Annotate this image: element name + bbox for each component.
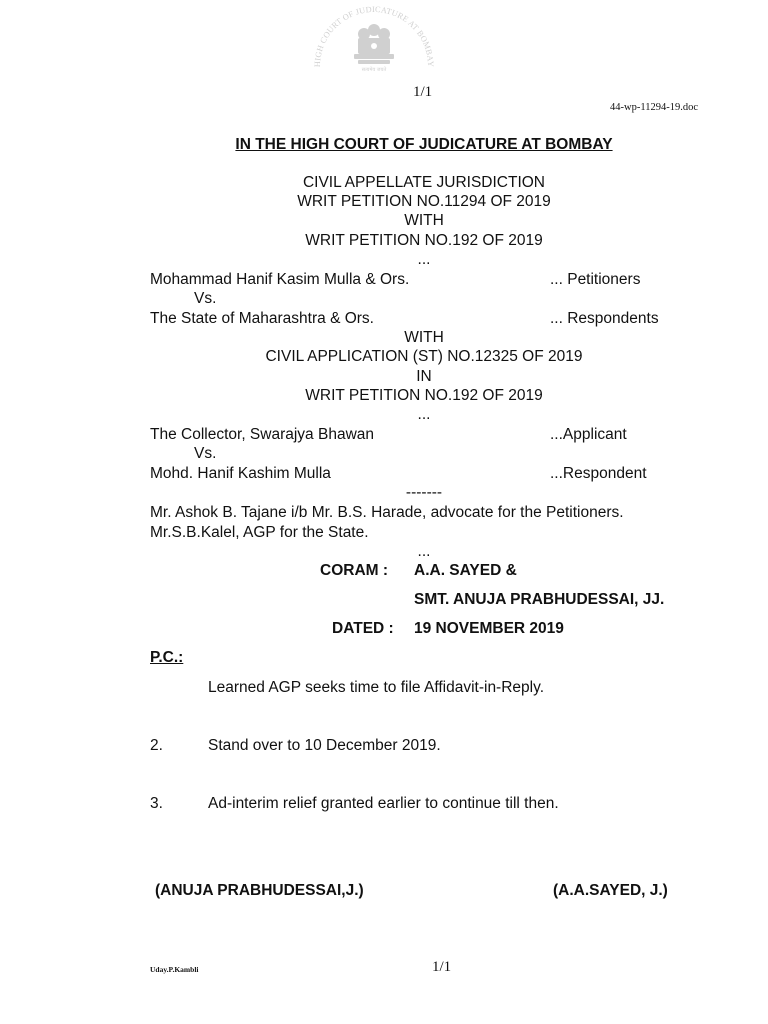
signature-right: (A.A.SAYED, J.)	[553, 882, 668, 899]
applicant-name: The Collector, Swarajya Bhawan	[150, 426, 375, 443]
respondent-role-2: ...Respondent	[550, 465, 647, 482]
respondent-role-1: ... Respondents	[550, 310, 659, 327]
counsel-petitioners: Mr. Ashok B. Tajane i/b Mr. B.S. Harade, advocate for the Petitioners.	[150, 504, 624, 521]
court-title: IN THE HIGH COURT OF JUDICATURE AT BOMBAY	[235, 136, 613, 153]
document-id: 44-wp-11294-19.doc	[610, 102, 698, 113]
petition-second: WRIT PETITION NO.192 OF 2019	[305, 232, 543, 249]
petition-third: WRIT PETITION NO.192 OF 2019	[305, 387, 543, 404]
paragraph-2-number: 2.	[150, 737, 163, 754]
paragraph-3-text: Ad-interim relief granted earlier to continue till then.	[208, 795, 559, 812]
applicant-role: ...Applicant	[550, 426, 627, 443]
petition-main: WRIT PETITION NO.11294 OF 2019	[297, 193, 551, 210]
page-number-top: 1/1	[413, 84, 433, 100]
respondent-name-1: The State of Maharashtra & Ors.	[150, 310, 374, 327]
pc-label: P.C.:	[150, 649, 184, 666]
dated-value: 19 NOVEMBER 2019	[414, 620, 564, 637]
versus-label-1: Vs.	[194, 290, 217, 307]
coram-judge-2: SMT. ANUJA PRABHUDESSAI, JJ.	[414, 591, 665, 608]
versus-label-2: Vs.	[194, 445, 217, 462]
separator-ellipsis-2: ...	[417, 406, 431, 423]
seal-motto: सत्यमेव जयते	[361, 67, 387, 73]
jurisdiction-line: CIVIL APPELLATE JURISDICTION	[302, 174, 546, 191]
stenographer-name: Uday.P.Kambli	[150, 965, 199, 974]
court-seal-emblem	[306, 0, 442, 84]
with-label-2: WITH	[404, 329, 444, 346]
page-number-bottom: 1/1	[432, 959, 452, 975]
seal-arc-text: HIGH COURT OF JUDICATURE AT BOMBAY	[312, 4, 436, 68]
petitioner-role: ... Petitioners	[550, 271, 641, 288]
coram-judge-1: A.A. SAYED &	[414, 562, 517, 579]
paragraph-2-text: Stand over to 10 December 2019.	[208, 737, 441, 754]
separator-ellipsis-1: ...	[417, 251, 431, 268]
separator-dashes: -------	[405, 484, 443, 501]
dated-label: DATED :	[332, 620, 394, 637]
counsel-state: Mr.S.B.Kalel, AGP for the State.	[150, 524, 369, 541]
signature-left: (ANUJA PRABHUDESSAI,J.)	[155, 882, 364, 899]
separator-ellipsis-3: ...	[417, 543, 431, 560]
paragraph-3-number: 3.	[150, 795, 163, 812]
with-label-1: WITH	[404, 212, 444, 229]
petitioner-name: Mohammad Hanif Kasim Mulla & Ors.	[150, 271, 410, 288]
respondent-name-2: Mohd. Hanif Kashim Mulla	[150, 465, 331, 482]
in-label: IN	[416, 368, 432, 385]
paragraph-1-text: Learned AGP seeks time to file Affidavit-in-Reply.	[208, 679, 545, 696]
coram-label: CORAM :	[320, 562, 389, 579]
civil-application: CIVIL APPLICATION (ST) NO.12325 OF 2019	[265, 348, 583, 365]
